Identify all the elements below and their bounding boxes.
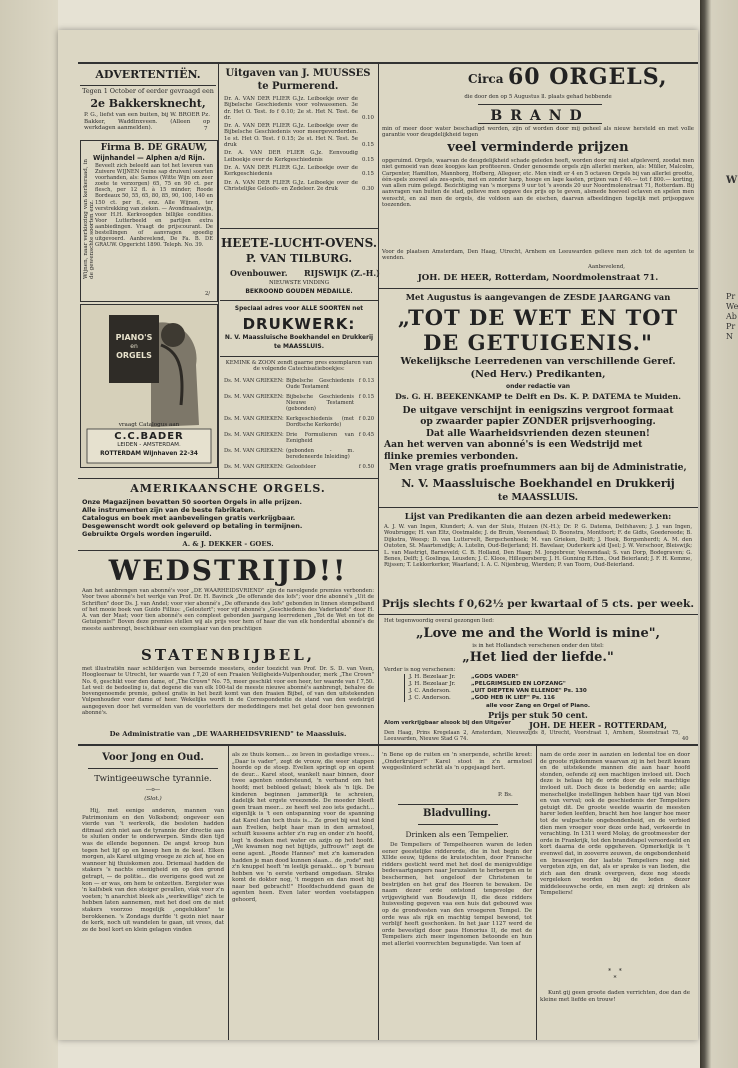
rule	[220, 300, 378, 301]
heete-sub: NIEUWSTE VINDING	[268, 280, 329, 286]
love-list	[404, 674, 659, 702]
grauw-ad	[80, 140, 218, 302]
right-page-fragment: Pr	[726, 292, 736, 301]
right-page-fragment: W	[726, 175, 738, 186]
getuigenis-line: De uitgave verschijnt in eenigszins vergroot formaat	[402, 405, 674, 416]
predikanten-text: A. J. W. van Ingen, Klundert; A. van der Sluis, Huizen (N.-H.); Dr. P. G. Datema, Delfshaven; J. J. van Ingen, Woubrugge; H. van Eltz, Oostmalde; J. de Bruin, Veenendaal; D. Boonstra, Montfoort; F. de Gidts, Goedereede; B. Dijkstra, Weesp; D. van Luttervelt, Bergschenhoek; M. van Grieken, Delft; J. Hoek, Borgsmherdt; A. M. den Outoten, St. Maartensdijk; A. Lutelin, Oud-Beijerland; H. Bavelaar, Ouderkerk a/d IJsel; J. W. Verschoor, Bleiswijk; L. van Mastrigt, Barneveld; C. B. Holland, Den Haag; M. Jongebreur, Veenendaal; S. van Dorp, Bodegraven; G. Benes, Delft; J. Goslinga, Leusden; J. C. Kloos, Hillegersberg; J. H. Gunning E.Hzn., Oud Beierland; J. F. H. Kemme, Rijssen; T. Lekkerkerker, Waarland; I. A. C. Nijenbrug, Wierden; P. van Toorn, Oud-Beierland.	[384, 524, 692, 569]
kemink-list	[224, 378, 374, 470]
rule	[398, 804, 518, 805]
feuilleton-stars: * * *	[608, 968, 622, 982]
bladvulling-heading: Bladvulling.	[423, 808, 491, 819]
wedstrijd-text-2: met illustratiën naar schilderijen van beroemde meesters, onder toezicht van Prof. Dr. S. D. van Veen, Hoogleeraar te Utrecht, ter waarde van f 7,20 of een Fraaien Veiligheids-Vulpenhouder, merk „The Crown" No. 6, geschikt voor den dame, of „The Crown" No. 75, meer geschikt voor een heer, ter waarde van f 7,50. Let wel: de bedoeling is, dat degene die van elk 100-tal de meeste nieuwe abonné's aanbrengt, behalve de bovengenoemde premie, geheel gratis in het bezit komt van den fraaien Bijbel, of van den uitstekenden Vulpenhouder voor dame of heer. Wekelijks wordt in de Correspondentie de stand van den wedstrijd aangegeven door het vermelden van de voorletters der mededdingers met het getal door hen gewonnen abonné's.	[82, 666, 374, 717]
list-item: J. H. Bezelaar Jr. „GODS VADER"	[409, 674, 519, 680]
drinken-heading: Drinken als een Tempelier.	[405, 830, 509, 839]
feuilleton-slot: (Slot.)	[144, 796, 162, 802]
getuigenis-redactie: onder redactie van	[505, 383, 571, 390]
love-price: Prijs per stuk 50 cent.	[488, 710, 588, 720]
amerikaansche-title: AMERIKAANSCHE ORGELS.	[130, 482, 326, 495]
statenbijbel-heading: STATENBIJBEL,	[141, 646, 315, 664]
amerikaansche-line: Alle instrumenten zijn van de beste fabrikaten.	[82, 506, 256, 514]
amerikaansche-signature: A. & J. DEKKER - GOES.	[182, 540, 274, 548]
book-gutter	[0, 0, 58, 1068]
predikanten-title: Lijst van Predikanten die aan dezen arbeid medewerken:	[404, 511, 672, 521]
getuigenis-lead: Met Augustus is aangevangen de ZESDE JAARGANG van	[405, 292, 671, 302]
amerikaansche-line: Gebruikte Orgels worden ingeruild.	[82, 530, 212, 538]
feuilleton-section: Voor Jong en Oud.	[102, 752, 204, 763]
next-page-edge	[700, 0, 738, 1068]
list-item: Ds. M. VAN GRIEKEN: Geloofsleer f 0.50	[224, 464, 374, 470]
muusses-subtitle: te Purmerend.	[257, 81, 339, 92]
love-title-2: „Het lied der liefde."	[462, 650, 614, 665]
bakker-text: P. G., liefst van een buiten, bij W. BROER Pz. Bakker, Waddinxveen. (Alleen op werkdagen aanmelden).	[84, 112, 210, 132]
heete-place-right: RIJSWIJK (Z.-H.)	[304, 268, 380, 278]
getuigenis-title-2: DE GETUIGENIS."	[423, 330, 653, 355]
getuigenis-line: op zwaarder papier ZONDER prijsverhooging.	[420, 416, 656, 428]
column-rule	[378, 746, 379, 1040]
orgels-text-4: Voor de plaatsen Amsterdam, Den Haag, Utrecht, Arnhem en Leeuwarden gelieve men zich tot de agenten te wenden.	[382, 249, 694, 262]
rule	[418, 824, 498, 825]
kemink-lead: KEMINK & ZOON zendt gaarne pres exemplaren van de volgende Catechisatieboekjes:	[225, 360, 373, 373]
feuilleton-title: Twintigeeuwsche tyrannie.	[94, 774, 212, 784]
heete-title: HEETE-LUCHT-OVENS.	[220, 236, 378, 250]
section-rule	[78, 478, 378, 479]
love-note: alle voor Zang en Orgel of Piano.	[485, 703, 591, 709]
list-item: J. H. Bezelaar Jr. „PELGRIMSLIED EN LOFZANG"	[409, 681, 566, 687]
piano-ad	[80, 304, 218, 468]
ad-number: 7	[204, 126, 208, 132]
muusses-title: Uitgaven van J. MUUSSES	[225, 68, 371, 79]
right-page-fragment: Pr	[726, 322, 736, 331]
advertenties-title: ADVERTENTIËN.	[95, 68, 201, 81]
bakker-lead: Tegen 1 October of eerder gevraagd een	[82, 87, 214, 95]
drukwerk-city: te MAASSLUIS.	[274, 343, 324, 350]
list-item: Ds. M. VAN GRIEKEN: (gebonden - m. beredeneerde Inleiding)	[224, 448, 354, 460]
rule	[88, 768, 218, 769]
feuilleton-col-3: 'n Bene op de ruiten en 'n snerpende, schrille kreet: „Onderkruiper!" Karel stoot in z'n armstoel weggeslinterd schrikt als 'n opgejaagd hert.	[382, 752, 532, 772]
heete-medal: BEKROOND GOUDEN MEDAILLE.	[245, 288, 353, 295]
rule	[378, 507, 698, 508]
list-item: J. C. Anderson. „GOD HEB IK LIEF" Ps. 116	[409, 695, 555, 701]
getuigenis-sub-1: Wekelijksche Leerredenen van verschillende Geref.	[400, 356, 676, 367]
love-address: Den Haag, Prins Kregelaan 2, Amsterdam, Nieuwezijds 8, Utrecht, Voorstraat 1, Arnhem, Steenstraat 75, Leeuwarden, Nieuwe Stad G 74.	[384, 730, 680, 742]
feuilleton-col-1: Hij, met eenige anderen, mannen van Patrimonium en den Volksbond; ongeveer een vierde van 't werkvolk, die besloten hadden ditmaal zich niet aan de tyrannie der directie aan te sluiten onder te onderwerpen. Sinds dien tijd was de ellende begonnen. De angst kroop hun tegen het lijf op en kneep hen in de keel. Elken morgen, als Karel uitging vroege ze zich af, hoe en wanneer hij thuiskomen zou. Driemaal hadden de stakers 's nachts onenigheid en op den grond getrapt, — de politie... die overigens goed wat ze kon — er was, om hem te ontzetten. Eergister was 'n kalfsbek van den steiger gevallen, vlak voor z'n voeten; 'n anarchist bleek als „werkwillige" zich te hebben laten aannemen, met het doel om de niet stakers voorzoo mogelijk „ongelukken" te berokkenen. 's Zondags durfde 't gezin niet naar de kerk, noch uit wandelen te gaan, uit vrees, dat ze de boel kort en klein gelagen vinden	[82, 808, 224, 933]
love-lead: Het tegenwoordig overal gezongen lied:	[384, 618, 494, 624]
feuilleton-col-4: nam de orde zeer in aanzien en ledental toe en door de groote rijkdommen waarvan zij in het bezit kwam en de uitstekende mannen die aan haar hoofd stonden, oefende zij een machtigen invloed uit. Doch deze is helaas bij de orde door de vele machtige invloed uit. Doch deze is bedendig en aarde; alle menschelijke instellingen hebben haar tijd van bloei en van verval; ook de geschiedenis der Tempeliers getuigt dit. De groote weelde waarin de meesten harer leden leefden, bracht hen hoe langer hoe meer tot de wulpschste ongebondenheid, en de verbied dien men vroeger voor deze orde had, verkeerde in verachting. In 1311 werd Molay, de grootmeester der orde in Frankrijk, tot den brandstapel veroordeeld en kort daarna de orde opgeheven. Opmerkelijk is 't evenwel dat, in zooverre zeuwen, de ongebondenheid en brasserijen der laatste Tempeliers nog niet vergeten zijn, en dat, als er sprake is van lieden, die zich aan den drank overgeven, deze nog steeds vergeleken worden bij de leden dezer middeleeuwsche orde, en men zegt: zij drinken als Tempeliers!	[540, 752, 690, 897]
orgels-text-1: die door den op 5 Augustus ll. plaats gehad hebbende	[464, 94, 612, 100]
heete-place-left: Ovenbouwer.	[230, 268, 288, 278]
column-rule	[218, 64, 219, 478]
grauw-text: Beveelt zich beleefd aan tot het leveren van Zuivere WIJNEN (reine sap druiven) soorten voorhanden, als: Samos (Witte Wijn om zeer zoete te verzorgen) 65, 75 en 90 ct. per flesch, per 12 fl. à 15 minder; Roode Bordeaux 50, 55, 65, 80, 85, 90, 100, 140 en 150 ct. per fl., enz. Alle Wijnen, ter verstrekking van zieken. — Avondmaalswijn, voor H.H. Kerkvoogden billijke condities. Voor Lutterbeeld en partijen extra aanbiedingen. Vraagt de prijscourant. De bestellingen of aanvragen spoedig uitgevoerd. Aanbevelend, De Fa. B. DE GRAUW. Opgericht 1890. Teleph. No. 39.	[95, 163, 213, 249]
list-item: Ds. M. VAN GRIEKEN: Bijbelsche Geschiedenis Oude Testament f 0.13	[224, 378, 374, 390]
getuigenis-title-1: „TOT DE WET EN TOT	[397, 305, 679, 330]
heete-name: P. VAN TILBURG.	[245, 252, 353, 265]
list-item: J. C. Anderson. „UIT DIEPTEN VAN ELLENDE" Ps. 130	[409, 688, 587, 694]
love-number: 40	[682, 736, 689, 742]
list-item: Ds. M. VAN GRIEKEN: Bijbelsche Geschiedenis Nieuwe Testament (gebonden) f 0.15	[224, 394, 374, 412]
rule	[80, 85, 216, 86]
getuigenis-firm: N. V. Maassluische Boekhandel en Drukkerij	[401, 477, 675, 490]
piano-caption: vraagt Catalogus aan	[118, 422, 180, 428]
feuilleton-sep: —o—	[145, 787, 161, 793]
wedstrijd-text-1: Aan het aanbrengen van abonné's voor „DE WAARHEIDSVRIEND" zijn de navolgende premies verbonden: Voor twee abonné's het werkje van Prof. Dr. H. Bavinck „De offerande des lofs"; voor drie abonné's „Uit de Schriften" door Ds. J. van Andel; voor vier abonné's „De offerande des lofs" gebonden in linnen stempelband of het mooie boek van Guido Fillius: „Geloutert"; voor vijf abonné's „Geschiedenis des Vaderlands" door H. A. van der Mast; voor tien abonné's een compleet gebonden jaargang leerredenen „Tot de Wet en tot de Getuigenis!" Boven deze premies stellen wij als prijs voor hem of haar die van elk honderdtal abonné's de meeste aanbrengt, beschikbaar een exemplaar van den prachtigen	[82, 588, 374, 632]
right-page-fragment: N	[726, 332, 733, 341]
grauw-subtitle: Wijnhandel — Alphen a/d Rijn.	[93, 154, 205, 162]
feuilleton-col-3b: De Tempeliers of Tempelheeren waren de leden eener geestelijke ridderorde, die in het begin der XIIde eeuw, tijdens de kruistochten, door Fransche ridders gesticht werd met het doel de menigvuldige bedevaartgangers naar Jeruzalem te herbergen en te beschermen, het ongeloof der Christenen te bestrijden en het graf des Heeren te bewaken. De naam dezer orde ontstond tengevolge der vrijgevigheid van Boudewijn II, die deze ridders huisvesting gegeven vaa een huis dat gebouwd was op de grondvesten van den vroegeren Tempel. De orde was als rijk en machtig tempel bewond, tot verblijf heeft geschonken. In het jaar 1127 werd de orde bevestigd door paus Honorius II, de met de Tempeliers zich meer ingenomen betoonde en hun met allerlei voorrechten begunstigde. Van toen af	[382, 842, 532, 947]
orgels-sign-lead: Aanbevelend,	[588, 264, 626, 270]
piano-title-2: en	[130, 343, 138, 350]
drukwerk-lead: Speciaal adres voor ALLE SOORTEN net	[234, 306, 364, 312]
grauw-side-text: Wijnen, naar verkiezing van kerkeraad, in de gewenschte soorten enz.	[83, 159, 95, 279]
love-publisher: JOH. DE HEER - ROTTERDAM,	[529, 720, 667, 730]
piano-firm-city: LEIDEN - AMSTERDAM.	[117, 442, 181, 448]
right-page-fragment: We	[726, 302, 738, 311]
love-lead-2: Verder is nog verschenen:	[384, 667, 456, 673]
getuigenis-line: Men vrage gratis proefnummers aan bij de Administratie,	[389, 462, 687, 474]
brand-word: BRAND	[490, 108, 590, 124]
getuigenis-sub-2: (Ned Herv.) Predikanten,	[470, 369, 606, 380]
list-item: Ds. M. VAN GRIEKEN: Drie Formulieren van Eenigheid f 0.45	[224, 432, 374, 444]
list-item: Ds. M. VAN GRIEKEN: Kerkgeschiedenis (met Dordtsche Kerkorde) f 0.20	[224, 416, 374, 428]
rule	[378, 288, 698, 289]
list-item: Dr. A. VAN DER FLIER G.Jz. Leiboekje over de Bijbelsche Geschiedenis voor meergevorderden. 1e st. Het O. Test. f 0.15; 2e st. Het N. Test. 5e druk 0.15	[224, 123, 374, 149]
grauw-number: 2/	[205, 291, 211, 297]
right-page-fragment: Ab	[726, 312, 737, 321]
rule	[78, 550, 378, 551]
amerikaansche-line: Onze Magazijnen bevatten 50 soorten Orgels in alle prijzen.	[82, 498, 302, 506]
piano-title-3: ORGELS	[116, 351, 152, 360]
list-item: Dr. A. VAN DER FLIER G.Jz. Eenvoudig Leiboekje over de Kerkgeschiedenis 0.15	[224, 150, 374, 163]
drukwerk-title: DRUKWERK:	[242, 315, 356, 333]
amerikaansche-body	[82, 498, 374, 538]
getuigenis-names: Ds. G. H. BEEKENKAMP te Delft en Ds. K. P. DATEMA te Muiden.	[395, 392, 681, 401]
love-sub: is in het Hollandsch verschenen onder den titel:	[472, 643, 604, 649]
orgels-text-2: min of meer door water beschadigd werden, zijn of worden door mij geheel als nieuw hersteld en met volle garantie voor deugdelijkheid tegen	[382, 126, 694, 139]
rule	[220, 228, 378, 229]
piano-address: ROTTERDAM Wijnhaven 22-34	[100, 451, 198, 457]
getuigenis-line: Aan het werven van abonné's is een Wedstrijd met	[384, 439, 643, 451]
amerikaansche-line: Desgewenscht wordt ook geleverd op betaling in termijnen.	[82, 522, 303, 530]
getuigenis-line: flinke premies verbonden.	[384, 450, 519, 462]
predikanten-price: Prijs slechts f 0,62½ per kwartaal of 5 cts. per week.	[381, 598, 695, 610]
rule	[378, 614, 698, 615]
column-rule	[536, 746, 537, 1040]
rule	[220, 356, 378, 357]
getuigenis-body	[378, 405, 698, 473]
column-rule	[378, 64, 379, 744]
orgels-heading: veel verminderde prijzen	[447, 140, 629, 155]
amerikaansche-line: Catalogus en boek met aanbevelingen gratis verkrijgbaar.	[82, 514, 296, 522]
piano-title-1: PIANO'S	[115, 333, 153, 342]
orgels-signature: JOH. DE HEER, Rotterdam, Noordmolenstraat 71.	[417, 273, 659, 283]
newspaper-page	[58, 30, 698, 1040]
list-item: Dr. A. VAN DER FLIER G.Jz. Leiboekje over de Kerkgeschiedenis 0.15	[224, 164, 374, 178]
list-item: Dr. A. VAN DER FLIER G.Jz. Leiboekje over de Christelijke Geloofs- en Zedeleer. 2e druk 0.30	[224, 179, 374, 192]
love-title: „Love me and the World is mine",	[415, 626, 661, 641]
orgels-title: 60 ORGELS,	[508, 64, 668, 90]
getuigenis-line: Dat alle Waarheidsvrienden dezen steunen!	[426, 427, 650, 439]
orgels-circa: Circa	[468, 72, 504, 86]
feuilleton-col-2: als ze thuis komen... ze leven in gestadige vrees... „Daar is vader", zegt de vrouw, die weer stappen hoorde op de stoep. Evelien springt op en opent de deur... Karel stoot, wankelt naar binnen, door twee agenten ondersteund, 'n verband om het hoofd; met bebloed gelaat; bleek als 'n lijk. De kinderen beginnen jammerlijk te schreien, dadelijk het ergste vreezende. De moeder bleeft geen traan meer... ze heeft wel zoo iets gedacht... eigenlijk is 't een ontspanning voor de spanning dat Karel dan toch thuis is... Ze groet bij wat kind aan Evelien, helpt haar man in den armstoel, schuift kussens achter z'n rug en onder z'n hoofd, legt 'n doeken met water en azijn op het hoofd. „We kwamen nog net bijtijds, juffrouw!" zegt de eene agent. „Roode Hannes" met z'n kameraden hadden je man dood kunnen slaan... de „rode" met z'n knuppel heeft 'm leelijk geraakt... op 't bureau hebben we 'n eerste verband omgedaan. Straks komt de dokter nog, 't meggen en dan moet hij naar bed gebracht!" Hoofdschuddend gaan de agenten heen. Even later worden voetstappen gehoord,	[232, 752, 374, 904]
feuilleton-col-3-sign: P. Bs.	[498, 792, 513, 798]
list-item: Dr. A. VAN DER FLIER G.Jz. Leiboekje over de Bijbelsche Geschiedenis voor volwassenen. 3e dr. Het O. Test. fo f 0.10; 2e st. Het N. Test. 6e dr. 0.10	[224, 96, 374, 121]
feuilleton-rule	[78, 744, 698, 746]
column-rule	[228, 746, 229, 1040]
bakker-heading: 2e Bakkersknecht,	[90, 97, 206, 110]
wedstrijd-title: WEDSTRIJD!!	[108, 554, 348, 587]
love-lead-3: Alom verkrijgbaar alsook bij den Uitgever	[384, 720, 511, 726]
orgels-text-3: opgeruimd. Orgels, waarvan de deugdelijkheid schade geleden heeft, worden door mij niet afgeleverd, zoodat men niet gemoeid van deze koopjes kan profiteeren. Onder genoemde orgels zijn allerlei merken, als: Müller, Malcolm, Carpenter, Hamilton, Mannborg, Hofberg, Allegeer, etc. Men vindt er 4 en 5 octaven Orgels bij van allerlei grootte, één-spels zoowel als zes-spels, met en zonder harp, hooge en lage kasten, prijzen van f 40.— tot f 800.— korting, van allen ruim gelegd. Bezichtiging van 's morgens 9 uur tot 's avonds 20 uur Noordmolenstraat 71, Rotterdam. Bij aanvragen van buiten de stad, gelieve men opgave des prijs op te geven, alsmede hoeveel octaven en spelen men wenscht, en zal men de orgels, die voldoen aan de eischen, daarvan afbeeldingen tegelijk met prijsopgave toezenden.	[382, 158, 694, 209]
grauw-title: Firma B. DE GRAUW,	[100, 143, 208, 153]
piano-firm: C.C.BADER	[114, 431, 184, 442]
getuigenis-city: te MAASSLUIS.	[497, 492, 579, 503]
feuilleton-col-4b: Kunt gij geen groote daden verrichten, doe dan de kleine met liefde en trouw!	[540, 990, 690, 1003]
brand-banner	[478, 104, 602, 124]
drukwerk-firm: N. V. Maassluische Boekhandel en Drukkerij	[224, 334, 374, 341]
wedstrijd-admin: De Administratie van „DE WAARHEIDSVRIEND" te Maassluis.	[109, 730, 347, 738]
muusses-list	[224, 96, 374, 192]
